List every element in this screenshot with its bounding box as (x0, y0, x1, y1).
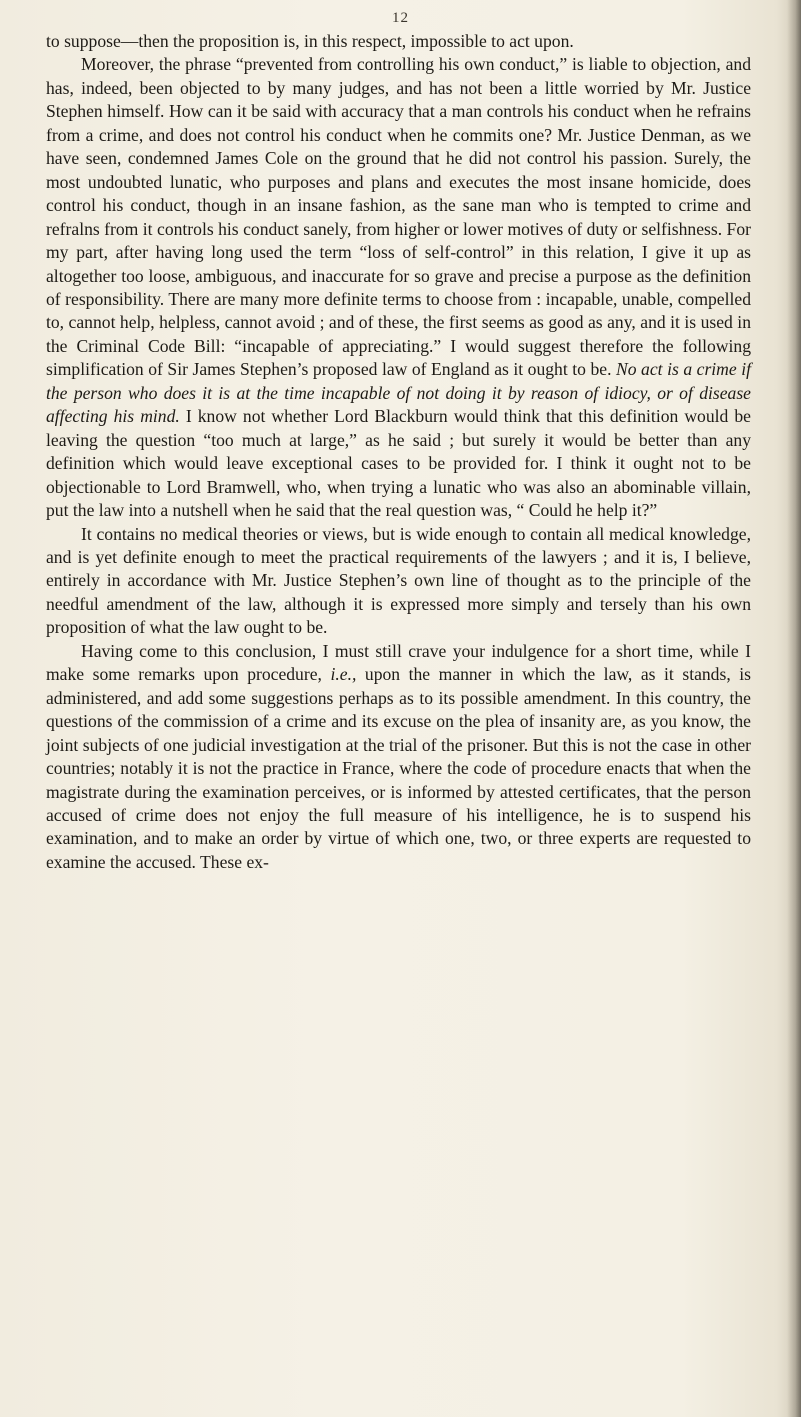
paragraph-2 (46, 53, 751, 522)
paragraph-1 (46, 30, 751, 53)
paragraph-4 (46, 640, 751, 875)
page-number: 12 (392, 10, 409, 26)
paragraph-4-italic-ie: i.e., (330, 664, 357, 685)
paragraph-3 (46, 523, 751, 640)
paragraph-4-after: upon the manner in which the law, as it stands, is administered, and add some suggestions perhaps as to its possible amendment. In this country, the questions of the commission of a crime and its excuse on the plea of insanity are, as you know, the joint subjects of one judicial investigation at the trial of the prisoner. But this is not the case in other countries; notably it is not the practice in France, where the code of procedure enacts that when the magistrate during the examination perceives, or is informed by attested certificates, that the person accused of crime does not enjoy the full measure of his intelligence, he is to suspend his examination, and to make an order by virtue of which one, two, or three experts are requested to examine the accused. These ex- (46, 664, 751, 872)
paragraph-2-after: I know not whether Lord Blackburn would think that this definition would be leaving the question “too much at large,” as he said ; but surely it would be better than any definition which would leave exceptional cases to be provided for. I think it ought not to be objectionable to Lord Bramwell, who, when trying a lunatic who was also an abominable villain, put the law into a nutshell when he said that the real question was, “ Could he help it?” (46, 406, 751, 521)
paragraph-1-text: to suppose—then the proposition is, in this respect, impossible to act upon. (46, 31, 574, 51)
paragraph-3-text: It contains no medical theories or views, but is wide enough to contain all medical knowledge, and is yet definite enough to meet the practical requirements of the lawyers ; and it is, I believe, entirely in accordance with Mr. Justice Stephen’s own line of thought as to the principle of the needful amendment of the law, although it is expressed more simply and tersely than his own proposition of what the law ought to be. (46, 523, 751, 638)
paragraph-4-text: Having come to this conclusion, I must still crave your indulgence for a short time, while I make some remarks upon procedure, (46, 640, 751, 685)
page-edge-shadow (787, 0, 801, 1417)
body-text (46, 30, 751, 874)
paragraph-2-italic-definition: No act is a crime if the person who does it is at the time incapable of not doing it by reason of idiocy, or of disease affecting his mind. (46, 359, 751, 427)
paragraph-2-text: Moreover, the phrase “prevented from controlling his own conduct,” is liable to objection, and has, indeed, been objected to by many judges, and has not been a little worried by Mr. Justice Stephen himself. How can it be said with accuracy that a man controls his conduct when he refrains from a crime, and does not control his conduct when he commits one? Mr. Justice Denman, as we have seen, condemned James Cole on the ground that he did not control his passion. Surely, the most undoubted lunatic, who purposes and plans and executes the most insane homicide, does control his conduct, though in an insane fashion, as the sane man who is tempted to crime and refralns from it controls his conduct sanely, from higher or lower motives of duty or selfishness. For my part, after having long used the term “loss of self-control” in this relation, I give it up as altogether too loose, ambiguous, and inaccurate for so grave and precise a purpose as the definition of responsibility. There are many more definite terms to choose from : incapable, unable, compelled to, cannot help, helpless, cannot avoid ; and of these, the first seems as good as any, and it is used in the Criminal Code Bill: “incapable of appreciating.” I would suggest therefore the following simplification of Sir James Stephen’s proposed law of England as it ought to be. (46, 54, 751, 380)
